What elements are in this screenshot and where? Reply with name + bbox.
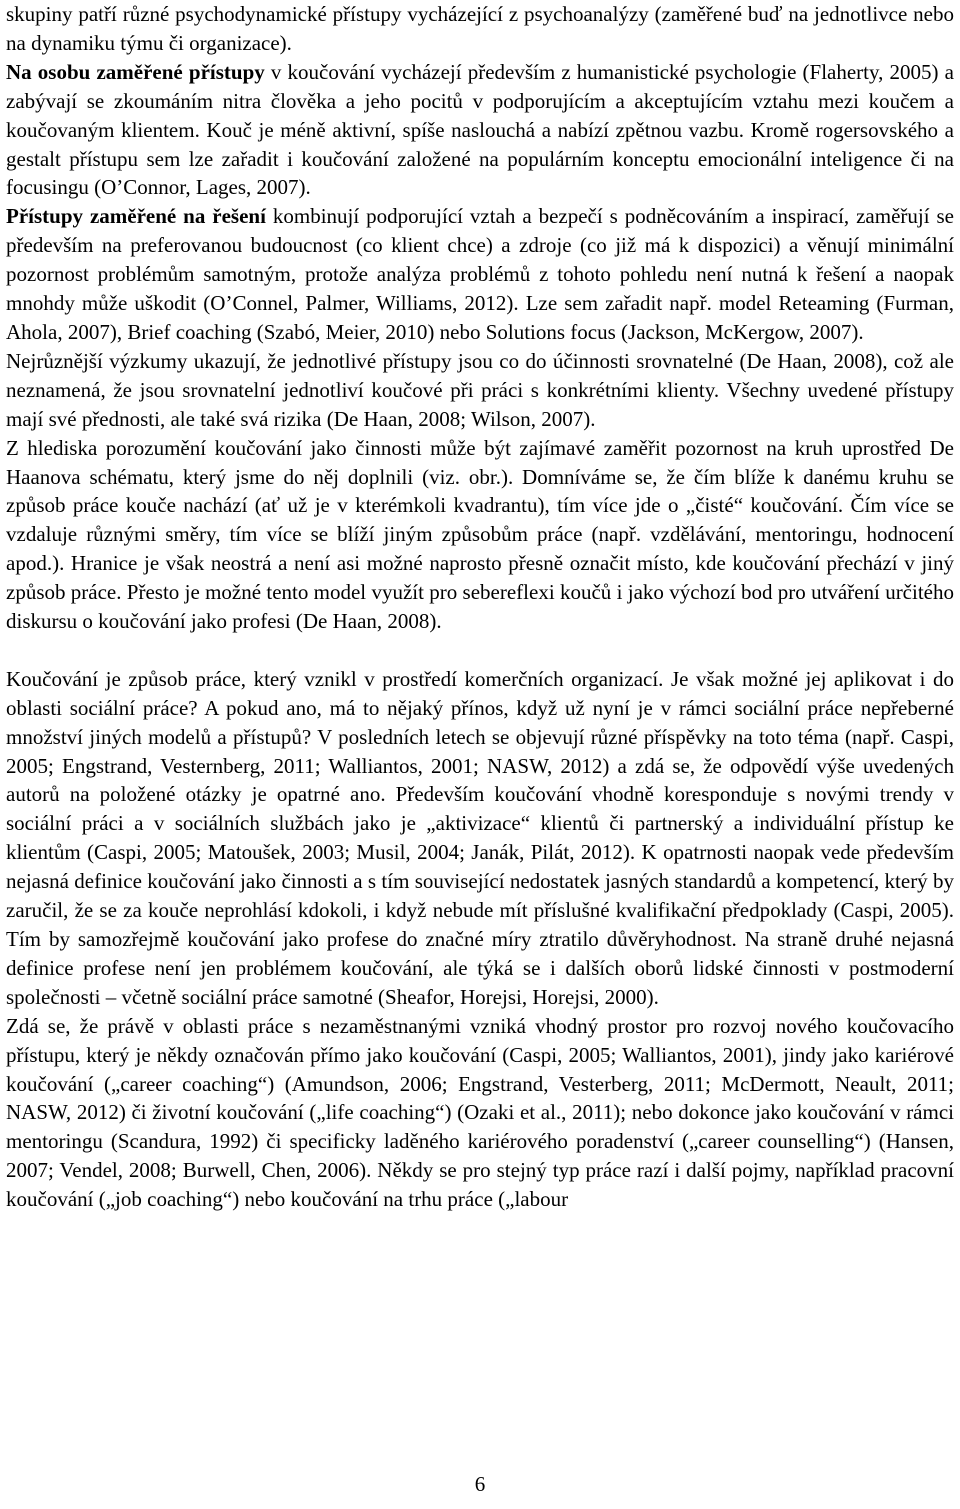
- paragraph-person-centered: [6, 58, 954, 203]
- paragraph-text: v koučování vycházejí především z humanistické psychologie (Flaherty, 2005) a zabývají se zkoumáním nitra člověka a jeho pocitů v podporujícím a akceptujícím vztahu mezi koučem a koučovaným klientem. Kouč je méně aktivní, spíše naslouchá a nabízí zpětnou vazbu. Kromě rogersovského a gestalt přístupu sem lze zařadit i koučování založené na populárním konceptu emocionální inteligence či na focusingu (O’Connor, Lages, 2007).: [6, 59, 954, 200]
- paragraph-heading-bold: Na osobu zaměřené přístupy: [6, 59, 265, 84]
- paragraph-text: Nejrůznější výzkumy ukazují, že jednotlivé přístupy jsou co do účinnosti srovnatelné (De Haan, 2008), což ale neznamená, že jsou srovnatelní jednotliví koučové při práci s konkrétními klienty. Všechny uvedené přístupy mají své přednosti, ale také svá rizika (De Haan, 2008; Wilson, 2007).: [6, 348, 954, 431]
- paragraph-unemployed: [6, 1012, 954, 1214]
- paragraph-model-center: [6, 434, 954, 636]
- paragraph-text: kombinují podporující vztah a bezpečí s podněcováním a inspirací, zaměřují se především na preferovanou budoucnost (co klient chce) a zdroje (co již má k dispozici) a věnují minimální pozornost problémům samotným, protože analýza problémů z tohoto pohledu není nutná k řešení a naopak mnohdy může uškodit (O’Connel, Palmer, Williams, 2012). Lze sem zařadit např. model Reteaming (Furman, Ahola, 2007), Brief coaching (Szabó, Meier, 2010) nebo Solutions focus (Jackson, McKergow, 2007).: [6, 204, 954, 344]
- paragraph-psychodynamic: [6, 0, 954, 58]
- paragraph-text: Zdá se, že právě v oblasti práce s nezaměstnanými vzniká vhodný prostor pro rozvoj nového koučovacího přístupu, který je někdy označován přímo jako koučování (Caspi, 2005; Walliantos, 2001), jindy jako kariérové koučování („career coaching“) (Amundson, 2006; Engstrand, Vesterberg, 2011; McDermott, Neault, 2011; NASW, 2012) či životní koučování („life coaching“) (Ozaki et al., 2011); nebo dokonce jako koučování v rámci mentoringu (Scandura, 1992) či specificky laděného kariérového poradenství („career counselling“) (Hansen, 2007; Vendel, 2008; Burwell, Chen, 2006). Někdy se pro stejný typ práce razí i další pojmy, například pracovní koučování („job coaching“) nebo koučování na trhu práce („labour: [6, 1013, 954, 1212]
- page-number: 6: [474, 1472, 486, 1496]
- paragraph-research: [6, 347, 954, 434]
- paragraph-social-work: [6, 665, 954, 1012]
- paragraph-text: Koučování je způsob práce, který vznikl v prostředí komerčních organizací. Je však možné jej aplikovat i do oblasti sociální práce? A pokud ano, má to nějaký přínos, když už nyní je v rámci sociální práce nepřeberné množství jiných modelů a přístupů? V posledních letech se objevují různé příspěvky na toto téma (např. Caspi, 2005; Engstrand, Vesternberg, 2011; Walliantos, 2001; NASW, 2012) a zdá se, že odpovědí výše uvedených autorů na položené otázky je opatrné ano. Především koučování vhodně koresponduje s novými trendy v sociální práci a v sociálních službách jako je „aktivizace“ klientů či partnerský a individuální přístup ke klientům (Caspi, 2005; Matoušek, 2003; Musil, 2004; Janák, Pilát, 2012). K opatrnosti naopak vede především nejasná definice koučování jako činnosti a s tím související nedostatek jasných standardů a kompetencí, který by zaručil, že se za kouče neprohlásí kdokoli, i když nebude mít příslušné kvalifikační předpoklady (Caspi, 2005). Tím by samozřejmě koučování jako profese do značné míry ztratilo důvěryhodnost. Na straně druhé nejasná definice profese není jen problémem koučování, ale týká se i dalších oborů lidské činnosti v postmoderní společnosti – včetně sociální práce samotné (Sheafor, Horejsi, Horejsi, 2000).: [6, 666, 954, 1009]
- document-body: [6, 0, 954, 1214]
- paragraph-solution-focused: [6, 202, 954, 347]
- paragraph-heading-bold: Přístupy zaměřené na řešení: [6, 204, 266, 229]
- paragraph-text: Z hlediska porozumění koučování jako činnosti může být zajímavé zaměřit pozornost na kruh uprostřed De Haanova schématu, který jsme do něj doplnili (viz. obr.). Domníváme se, že čím blíže k danému kruhu se způsob práce kouče nachází (ať už je v kterémkoli kvadrantu), tím více jde o „čisté“ koučování. Čím více se vzdaluje různými směry, tím více se blíží jiným způsobům práce (např. vzdělávání, mentoringu, hodnocení apod.). Hranice je však neostrá a není asi možné naprosto přesně označit místo, kde koučování přechází v jiný způsob práce. Přesto je možné tento model využít pro sebereflexi koučů i jako výchozí bod pro utváření určitého diskursu o koučování jako profesi (De Haan, 2008).: [6, 435, 954, 634]
- paragraph-text: skupiny patří různé psychodynamické přístupy vycházející z psychoanalýzy (zaměřené buď na jednotlivce nebo na dynamiku týmu či organizace).: [6, 2, 954, 55]
